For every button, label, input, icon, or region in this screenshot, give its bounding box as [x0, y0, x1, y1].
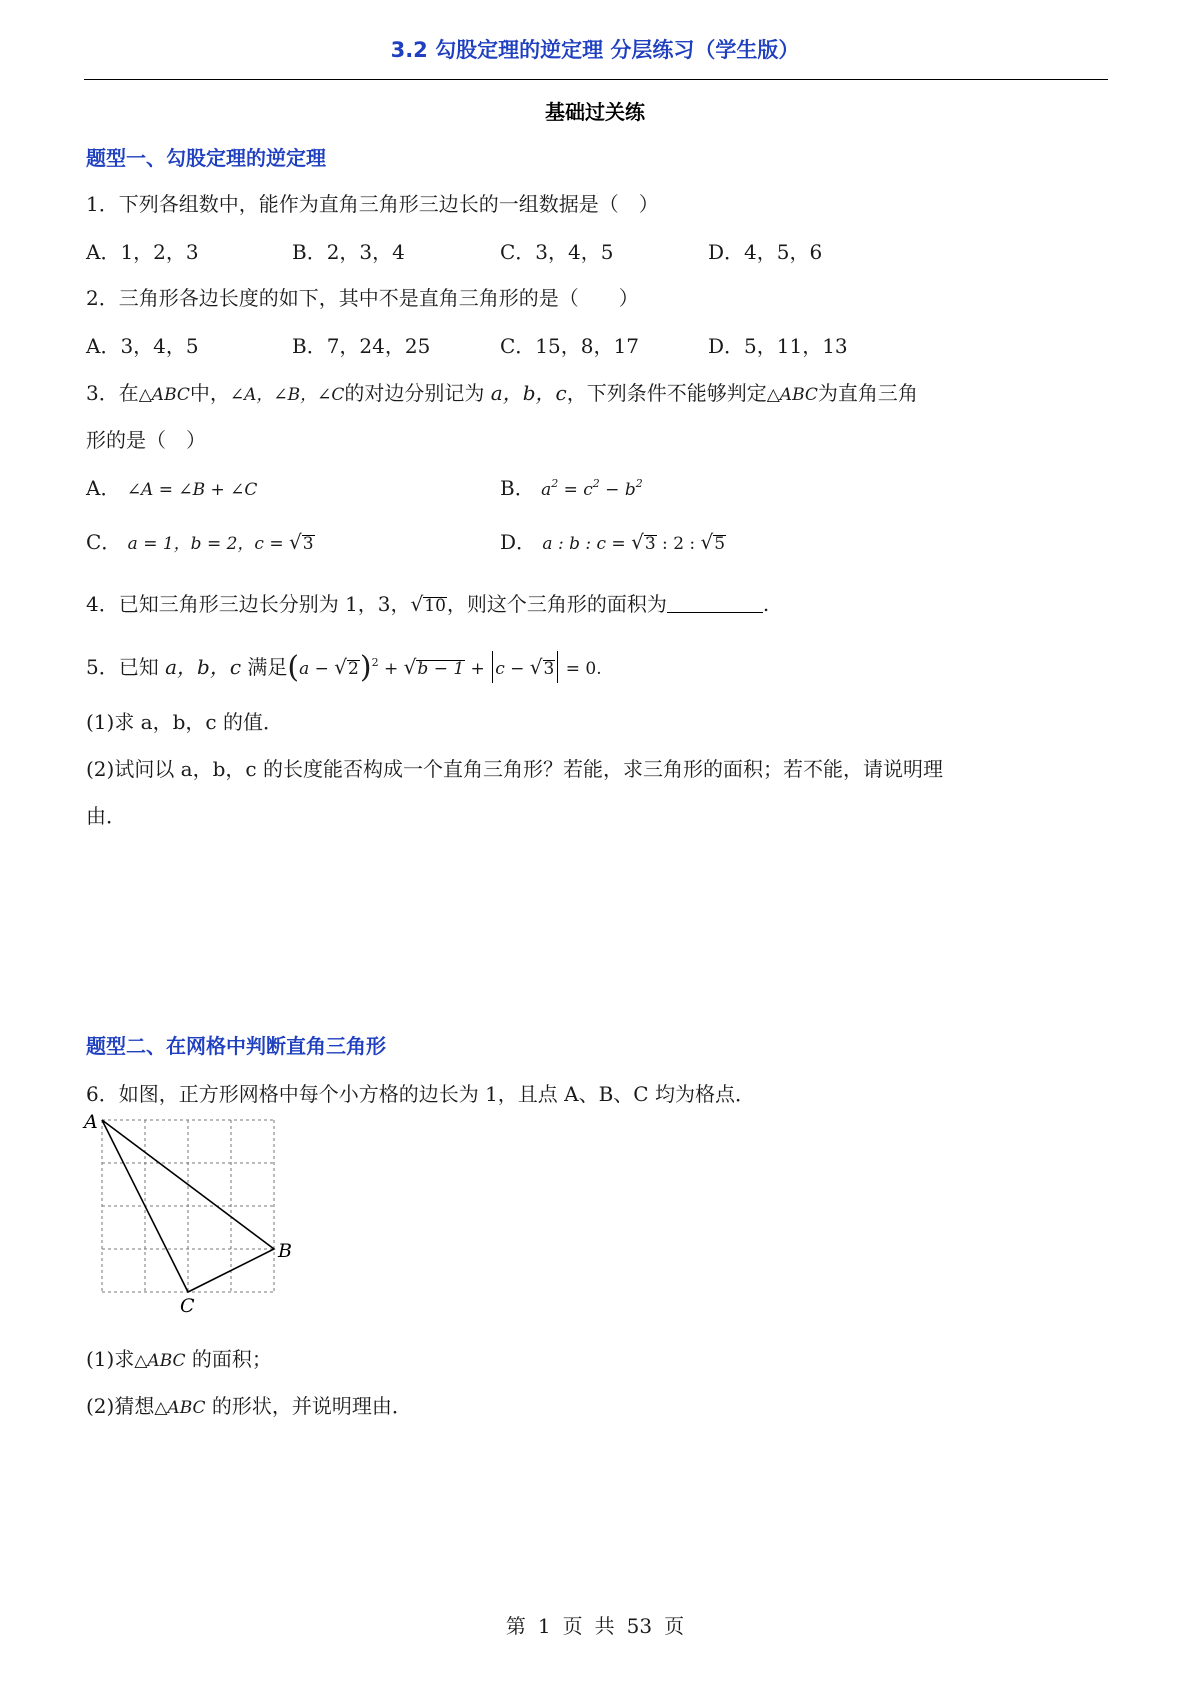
q3-stem-line2: 形的是（ ）: [86, 428, 206, 452]
q2-stem-text: 2．三角形各边长度的如下，其中不是直角三角形的是（ ）: [86, 286, 639, 310]
q2-option-d: D．5，11，13: [708, 334, 848, 358]
q3-option-a: A． ∠A = ∠B + ∠C: [86, 476, 258, 500]
q1-option-b: B．2，3，4: [292, 240, 405, 264]
q5-stem: 5．已知 a，b，c 满足$(a - √2)^2 + √b - 1 + c - √3 = 0$.: [86, 650, 602, 685]
q3-option-d: D． a : b : c = √3 : 2 : √5: [500, 530, 726, 554]
page-footer: 第 1 页 共 53 页: [505, 1614, 685, 1638]
q5-part1: (1)求 a，b，c 的值．: [86, 710, 283, 734]
q2-option-b: B．7，24，25: [292, 334, 431, 358]
label-a: A: [84, 1112, 98, 1133]
q1-option-d: D．4，5，6: [708, 240, 823, 264]
title-divider: [84, 79, 1108, 80]
type2-heading: 题型二、在网格中判断直角三角形: [86, 1034, 386, 1058]
q1-stem: 1．下列各组数中，能作为直角三角形三边长的一组数据是（ ）: [86, 192, 659, 216]
q1-option-a: A．1，2，3: [86, 240, 199, 264]
q6-part1: (1)求△ABC 的面积；: [86, 1347, 272, 1371]
q5-part2: (2)试问以 a，b，c 的长度能否构成一个直角三角形？若能，求三角形的面积；若不能，请说明理: [86, 757, 943, 781]
type1-heading: 题型一、勾股定理的逆定理: [86, 146, 326, 170]
q6-stem: 6．如图，正方形网格中每个小方格的边长为 1，且点 A、B、C 均为格点．: [86, 1082, 755, 1106]
document-title: 3.2 勾股定理的逆定理 分层练习（学生版）: [390, 38, 800, 62]
square-grid: [102, 1120, 274, 1292]
q3-option-c: C． a = 1，b = 2，c = √3: [86, 530, 314, 554]
q2-option-a: A．3，4，5: [86, 334, 199, 358]
section-title: 基础过关练: [545, 100, 645, 124]
q3-stem: 3．在△ABC中，∠A，∠B，∠C的对边分别记为 a，b，c，下列条件不能够判定△ABC为直角三角: [86, 381, 918, 405]
q3-option-b: B． $a^2 = c^2 - b^2$: [500, 476, 643, 500]
q5-part2-cont: 由．: [86, 804, 126, 828]
q6-part2: (2)猜想△ABC 的形状，并说明理由．: [86, 1394, 412, 1418]
q2-option-c: C．15，8，17: [500, 334, 639, 358]
q4-stem: 4．已知三角形三边长分别为 1，3，√10，则这个三角形的面积为 .: [86, 592, 770, 616]
label-c: C: [180, 1295, 195, 1317]
q1-option-c: C．3，4，5: [500, 240, 614, 264]
label-b: B: [278, 1240, 292, 1262]
grid-triangle-figure: [82, 1112, 302, 1334]
answer-blank[interactable]: [667, 594, 763, 613]
